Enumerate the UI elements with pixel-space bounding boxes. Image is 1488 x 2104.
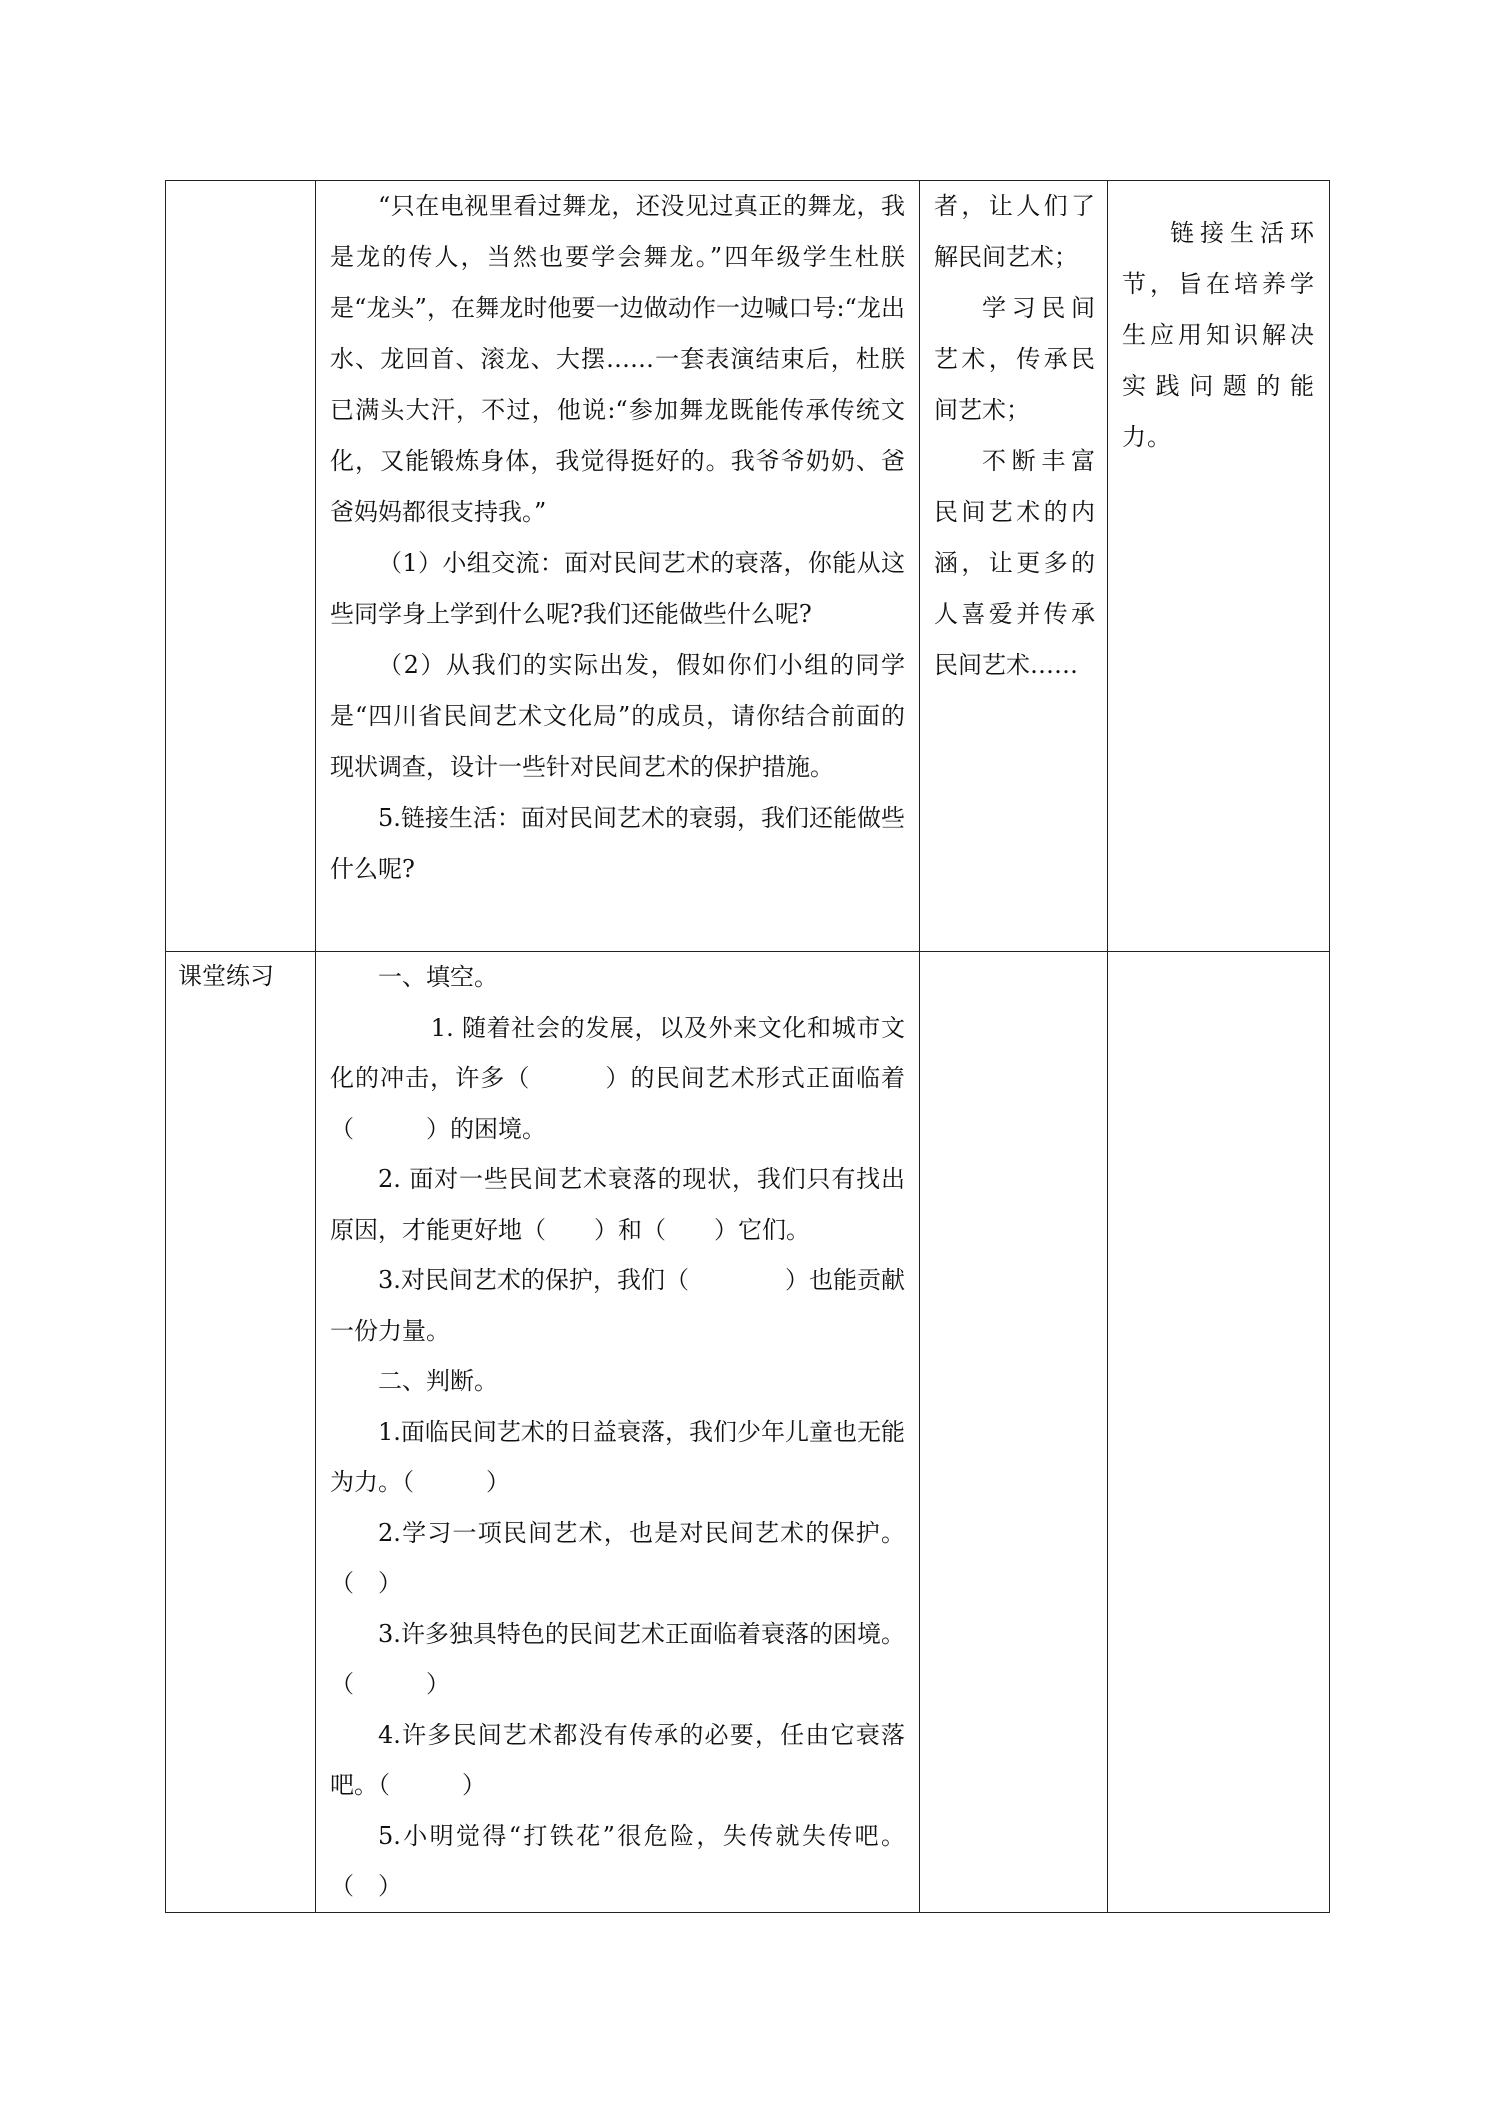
group-discussion: （1）小组交流：面对民间艺术的衰落，你能从这些同学身上学到什么呢?我们还能做些什么呢? (330, 549, 905, 628)
judge-item: 2.学习一项民间艺术，也是对民间艺术的保护。（ ） (330, 1518, 905, 1597)
activity-item: 不断丰富民间艺术的内涵，让更多的人喜爱并传承民间艺术…… (934, 447, 1095, 679)
empty-cell (1108, 952, 1330, 1913)
student-activity-cell (920, 181, 1108, 952)
teaching-content-cell (316, 181, 920, 952)
design-intent-cell (1108, 181, 1330, 952)
story-paragraph: “只在电视里看过舞龙，还没见过真正的舞龙，我是龙的传人，当然也要学会舞龙。”四年级学生杜朕是“龙头”，在舞龙时他要一边做动作一边喊口号:“龙出水、龙回首、滚龙、大摆……一套表演结束后，杜朕已满头大汗，不过，他说:“参加舞龙既能传承传统文化，又能锻炼身体，我觉得挺好的。我爷爷奶奶、爸爸妈妈都很支持我。” (330, 192, 905, 526)
judge-title: 二、判断。 (378, 1367, 498, 1395)
lesson-plan-table (165, 180, 1330, 1913)
fill-blank-item: 2. 面对一些民间艺术衰落的现状，我们只有找出原因，才能更好地（ ）和（ ）它们。 (330, 1165, 905, 1244)
design-task: （2）从我们的实际出发，假如你们小组的同学是“四川省民间艺术文化局”的成员，请你结合前面的现状调查，设计一些针对民间艺术的保护措施。 (330, 651, 905, 781)
row-label-cell (166, 181, 316, 952)
exercise-content-cell (316, 952, 920, 1913)
row-label-cell (166, 952, 316, 1913)
judge-item: 3.许多独具特色的民间艺术正面临着衰落的困境。（ ） (330, 1619, 905, 1698)
judge-item: 5.小明觉得“打铁花”很危险，失传就失传吧。（ ） (330, 1821, 905, 1900)
design-intent-text: 链接生活环节，旨在培养学生应用知识解决实践问题的能力。 (1122, 219, 1315, 451)
judge-item: 4.许多民间艺术都没有传承的必要，任由它衰落吧。（ ） (330, 1720, 905, 1799)
row-label: 课堂练习 (178, 962, 274, 990)
link-life-question: 5.链接生活：面对民间艺术的衰弱，我们还能做些什么呢? (330, 804, 905, 883)
judge-item: 1.面临民间艺术的日益衰落，我们少年儿童也无能为力。（ ） (330, 1417, 905, 1496)
fill-blank-item: 1. 随着社会的发展，以及外来文化和城市文化的冲击，许多（ ）的民间艺术形式正面临着（ ）的困境。 (330, 1013, 905, 1143)
table-row (166, 952, 1330, 1913)
activity-item: 学习民间艺术，传承民间艺术； (934, 294, 1095, 424)
empty-cell (920, 952, 1108, 1913)
fill-blank-item: 3.对民间艺术的保护，我们（ ）也能贡献一份力量。 (330, 1266, 905, 1345)
fill-blank-title: 一、填空。 (378, 963, 498, 991)
table-row (166, 181, 1330, 952)
activity-item: 者，让人们了解民间艺术； (934, 192, 1095, 271)
